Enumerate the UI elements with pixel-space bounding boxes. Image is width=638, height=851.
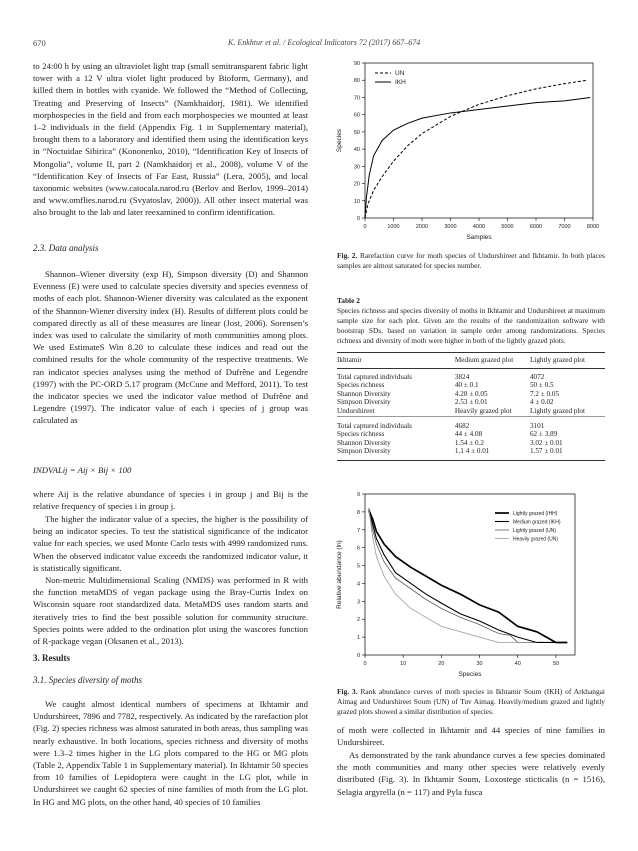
y-tick-label: 4 <box>356 581 360 588</box>
table-cell: 4682 <box>455 416 530 430</box>
table-row <box>337 398 605 407</box>
table-cell: 4.28 ± 0.05 <box>454 389 488 398</box>
table-cell: 50 ± 0.5 <box>529 381 554 390</box>
legend-label: UN <box>395 70 405 77</box>
table2-header-2: Lightly grazed plot <box>530 353 605 369</box>
table-cell: 4 ± 0.02 <box>529 398 554 407</box>
x-axis-label: Samples <box>466 234 492 241</box>
page-number: 670 <box>33 38 46 48</box>
formula-explanation: where Aij is the relative abundance of species i in group j and Bij is the relative frequency of species i in group j. <box>33 489 308 512</box>
table-cell: Lightly grazed plot <box>529 406 586 415</box>
table-cell: Heavily grazed plot <box>454 406 512 415</box>
table-cell: 3101 <box>530 416 605 430</box>
y-tick-label: 50 <box>353 129 360 136</box>
section-2-3-heading: 2.3. Data analysis <box>33 243 99 253</box>
table-row <box>337 381 605 390</box>
x-tick-label: 7000 <box>558 224 571 230</box>
series-line-ikh <box>365 97 590 218</box>
table-row <box>337 390 605 399</box>
table-cell: 1.57 ± 0.01 <box>530 447 605 460</box>
y-tick-label: 40 <box>353 147 360 154</box>
legend-label: Lightly grazed (UN) <box>513 528 557 534</box>
indicator-paragraph: The higher the indicator value of a species, the higher is the possibility of being an indicator species. To test the statistical significance of the indicator value for each species, we used Monte Carlo tests with 4999 randomized runs. When the observed indicator value exceeds the randomized indicator value, it is statistically significant. <box>33 514 308 573</box>
table-cell: 1.1 4 ± 0.01 <box>455 447 530 460</box>
nmds-paragraph: Non-metric Multidimensional Scaling (NMDS) was performed in R with the function metaMDS of vegan package using the Bray-Curtis Index on Wisconsin square root standardized data. MetaMDS uses random starts and iteratively tries to find the best possible solution for community structure. Species points were added to the ordination plot using the wascores function of R-package vegan (Oksanen et al., 2013). <box>33 575 308 647</box>
legend-label: Medium grazed (IKH) <box>513 519 561 526</box>
table-cell: Undurshireet <box>337 406 375 415</box>
results-heading: 3. Results <box>33 653 71 663</box>
table2-header-row <box>337 353 605 369</box>
x-tick-label: 10 <box>400 661 407 667</box>
table-cell: 4072 <box>529 372 545 381</box>
table2-header-1: Medium grazed plot <box>455 353 530 369</box>
y-tick-label: 5 <box>356 563 360 570</box>
legend-label: Heavily grazed (UN) <box>513 536 559 543</box>
table-row <box>337 430 605 439</box>
x-tick-label: 50 <box>552 661 559 667</box>
table-row <box>337 407 605 416</box>
fig2-caption-text: Rarefaction curve for moth species of Undurshireet and Ikhtamir. In both places samples are almost saturated for species number. <box>337 251 605 270</box>
table-cell: 2.53 ± 0.01 <box>454 398 488 407</box>
plot-frame <box>365 63 593 218</box>
fig3-rank-abundance-chart <box>337 488 605 683</box>
y-tick-label: 10 <box>353 198 360 205</box>
table-cell: Species richness <box>337 381 385 390</box>
y-tick-label: 6 <box>356 545 360 552</box>
x-tick-label: 5000 <box>501 224 514 230</box>
series-line-un <box>365 80 587 218</box>
y-tick-label: 7 <box>356 527 360 534</box>
legend-label: IKH <box>395 79 406 86</box>
y-tick-label: 0 <box>356 216 360 222</box>
table-cell: 62 ± 3.89 <box>529 430 558 439</box>
series-line-lightly-grazed-un <box>369 512 537 643</box>
table-row <box>337 439 605 448</box>
fig2-caption <box>337 251 605 271</box>
fig3-caption-label: Fig. 3. <box>337 687 358 696</box>
plot-frame <box>365 494 575 655</box>
table2 <box>337 352 605 461</box>
table-row <box>337 416 605 430</box>
x-tick-label: 6000 <box>529 224 543 230</box>
x-tick-label: 3000 <box>444 224 457 230</box>
y-tick-label: 9 <box>356 492 360 498</box>
table-row <box>337 447 605 460</box>
x-tick-label: 30 <box>476 661 483 667</box>
y-tick-label: 80 <box>353 78 360 85</box>
fig3-caption <box>337 687 605 717</box>
fig2-caption-label: Fig. 2. <box>337 251 358 260</box>
x-axis-label: Species <box>458 671 482 678</box>
table-row <box>337 368 605 381</box>
y-tick-label: 90 <box>353 61 360 67</box>
x-tick-label: 0 <box>363 224 367 230</box>
y-axis-label: Species <box>336 128 343 153</box>
table-cell: 1.54 ± 0.2 <box>454 438 485 447</box>
y-tick-label: 60 <box>353 112 360 119</box>
indval-formula: INDVALij = Aij × Bij × 100 <box>33 465 132 475</box>
table-cell: 40 ± 0.1 <box>454 381 479 390</box>
table-cell: Species richness <box>337 430 385 439</box>
x-tick-label: 1000 <box>387 224 400 230</box>
rank-abundance-paragraph: As demonstrated by the rank abundance curves a few species dominated the moth communities and many other species were relatively evenly distributed (Fig. 3). In Ikhtamir Soum, Loxostege sticticalis (n = 1516), Selagia argyrella (n = 117) and Pyla fusca <box>337 750 605 797</box>
fig2-rarefaction-chart <box>337 58 605 243</box>
results-continued-paragraph: of moth were collected in Ikhtamir and 44 species of nine families in Undurshireet. <box>337 725 605 748</box>
y-tick-label: 1 <box>356 635 360 642</box>
results-paragraph: We caught almost identical numbers of specimens at Ikhtamir and Undurshireet, 7896 and 7782, respectively. As indicated by the rarefaction plot (Fig. 2) species richness was almost saturated in both areas, thus sampling was nearly exhaustive. In both locations, species richness and diversity of moths were 1.3–2 times higher in the LG plots compared to the HG or MG plots (Table 2, Appendix Table 1 in Supplementary material). In Ikhtamir 50 species from 10 families of Lepidoptera were caught in the LG plot, while in Undurshireet we caught 62 species of nine families of moth from the LG plot. In HG and MG plots, on the other hand, 40 species of 10 families <box>33 699 308 807</box>
data-analysis-paragraph: Shannon–Wiener diversity (exp H), Simpson diversity (D) and Shannon Evenness (E) were used to calculate species diversity and species evenness of moths of each plot. Shannon-Wiener diversity was calculated as the exponent of the Shannon-Wiener diversity index (H). Results of different plots could be compared directly as all of these measures are linear (Jost, 2006). Sorensen’s index was used to calculate the similarity of moth communities among plots. We used EstimateS Win 8.20 to calculate these indices and read out the combined results for the whole community of the respective treatments. We ran indicator species analyses using the method of Dufrêne and Legendre (1997) with the PC-ORD 5.17 program (McCune and Mefford, 2011). To test the indicator species we used the indicator value method of Dufrêne and Legendre (1997). The indicator value of each i species of j group was calculated as <box>33 269 308 426</box>
table2-caption: Species richness and species diversity of moths in Ikhtamir and Undurshireet at maximum sample size for each plot. Given are the results of the randomization software with bootstrap SDs, based on variation in sample order among randomizations. Species richness and diversity of moth were higher in both of the lightly grazed plots. <box>337 306 605 345</box>
y-tick-label: 3 <box>356 599 360 606</box>
journal-header: K. Enkhtur et al. / Ecological Indicators 72 (2017) 667–674 <box>228 38 421 47</box>
x-tick-label: 8000 <box>586 224 600 230</box>
legend-label: Lightly grazed (IHH) <box>513 511 558 517</box>
y-tick-label: 8 <box>356 509 360 516</box>
table-cell: 3.02 ± 0.01 <box>529 438 563 447</box>
x-tick-label: 2000 <box>415 224 429 230</box>
fig3-caption-text: Rank abundance curves of moth species in Ikhtamir Soum (IKH) of Arkhangai Aimag and Undurshireet Soum (UN) of Tuv Aimag. Heavily/medium grazed and lightly grazed plots showed a similar distribution of species. <box>337 687 605 716</box>
table-cell: 3824 <box>454 372 470 381</box>
x-tick-label: 20 <box>438 661 445 667</box>
table-cell: 44 ± 4.08 <box>454 430 483 439</box>
section-3-1-heading: 3.1. Species diversity of moths <box>33 675 142 685</box>
y-tick-label: 70 <box>353 95 360 102</box>
x-tick-label: 4000 <box>472 224 486 230</box>
x-tick-label: 0 <box>363 661 367 667</box>
y-tick-label: 20 <box>353 181 360 188</box>
methods-paragraph: to 24:00 h by using an ultraviolet light trap (small semitransparent fabric light tower with a 12 V ultra violet light produced by Bioform, Germany), and killed them in bottles with cyanide. We followed the “Method of Collecting, Treating and Preserving of Insects” (Namkhaidorj, 1981). We identified morphospecies in the field and from each morphospecies we mounted at least 1–2 individuals in the field (Appendix Fig. 1 in Supplementary material), brought them to a laboratory and identified them using the identification keys in “Noctuidae Sibirica” (Kononenko, 2010), “Identification Key of Insects of Mongolia”, volume II, part 2 (Namkhaidorj et al., 2008), volume V of the “Identification Key of Insects of Far East, Russia” (Lera, 2005), and local taxonomic websites (www.catocala.narod.ru (Berlov and Berlov, 1999–2014) and www.omflies.narod.ru (Svyatoslav, 2000)). All other insect material was also brought to the lab and later reexamined to confirm identification. <box>33 61 308 218</box>
y-tick-label: 0 <box>356 653 360 659</box>
table-cell: Shannon Diversity <box>337 438 391 447</box>
table2-label: Table 2 <box>337 296 360 305</box>
y-tick-label: 30 <box>353 164 360 171</box>
table2-header-0: Ikhtamir <box>337 353 455 369</box>
table-cell: Simpson Diversity <box>337 447 455 460</box>
x-tick-label: 40 <box>514 661 521 667</box>
y-axis-label: Relative abundance (ln) <box>336 540 343 609</box>
table-cell: Shannon Diversity <box>337 389 391 398</box>
table-cell: 7.2 ± 0.05 <box>529 389 560 398</box>
table-cell: Simpson Diversity <box>337 398 391 407</box>
y-tick-label: 2 <box>356 617 360 624</box>
table-cell: Total captured individuals <box>337 416 455 430</box>
table-cell: Total captured individuals <box>337 372 412 381</box>
